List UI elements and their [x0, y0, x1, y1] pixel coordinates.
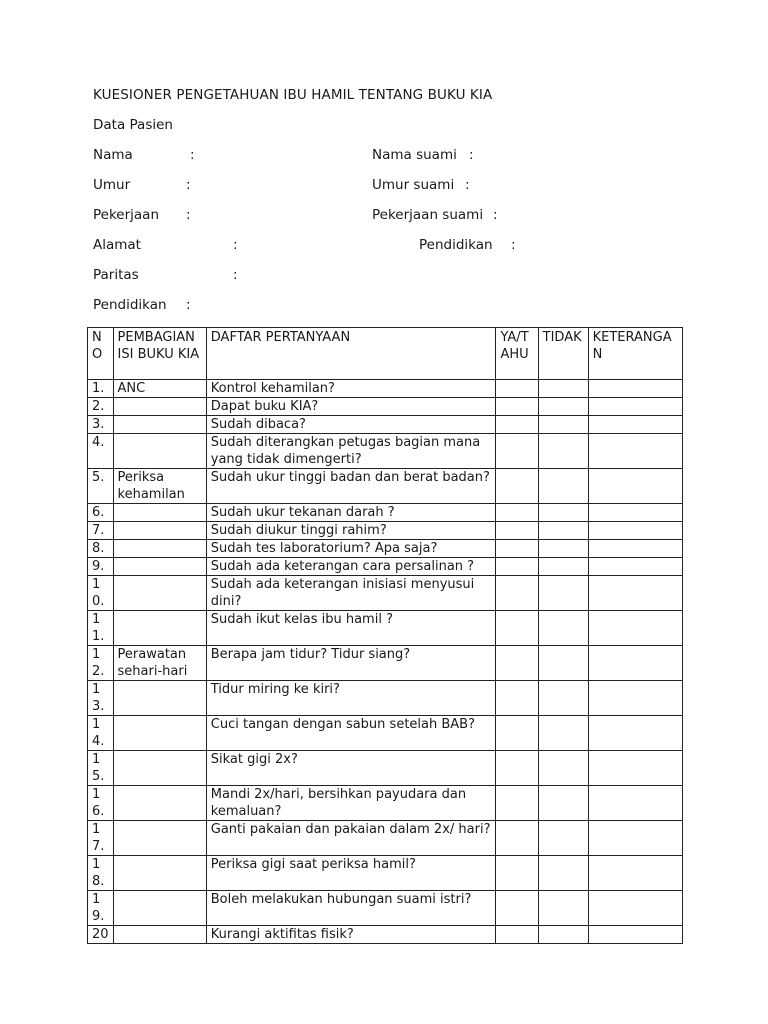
row-answer-ya[interactable]	[496, 856, 538, 891]
row-category	[113, 821, 206, 856]
row-keterangan[interactable]	[588, 611, 682, 646]
row-question: Sudah ada keterangan cara persalinan ?	[206, 558, 496, 576]
row-question: Kontrol kehamilan?	[206, 380, 496, 398]
row-answer-tidak[interactable]	[538, 469, 588, 504]
row-answer-ya[interactable]	[496, 716, 538, 751]
row-keterangan[interactable]	[588, 380, 682, 398]
row-answer-ya[interactable]	[496, 926, 538, 944]
row-answer-tidak[interactable]	[538, 504, 588, 522]
table-row	[88, 856, 683, 891]
row-answer-tidak[interactable]	[538, 576, 588, 611]
row-number: 4.	[88, 434, 114, 469]
row-answer-ya[interactable]	[496, 540, 538, 558]
row-number: 16.	[88, 786, 114, 821]
row-question: Sikat gigi 2x?	[206, 751, 496, 786]
row-answer-ya[interactable]	[496, 398, 538, 416]
row-keterangan[interactable]	[588, 558, 682, 576]
table-row	[88, 926, 683, 944]
table-row	[88, 891, 683, 926]
field-label-umur: Umur	[93, 177, 131, 193]
table-row	[88, 522, 683, 540]
table-row	[88, 576, 683, 611]
row-number: 3.	[88, 416, 114, 434]
row-answer-ya[interactable]	[496, 751, 538, 786]
row-answer-tidak[interactable]	[538, 558, 588, 576]
row-answer-tidak[interactable]	[538, 821, 588, 856]
row-number: 7.	[88, 522, 114, 540]
field-colon-umur-suami: :	[465, 177, 470, 193]
row-number: 12.	[88, 646, 114, 681]
row-category	[113, 540, 206, 558]
row-number: 8.	[88, 540, 114, 558]
row-answer-tidak[interactable]	[538, 434, 588, 469]
row-question: Periksa gigi saat periksa hamil?	[206, 856, 496, 891]
row-category	[113, 786, 206, 821]
row-number: 11.	[88, 611, 114, 646]
row-keterangan[interactable]	[588, 786, 682, 821]
row-category	[113, 576, 206, 611]
row-question: Sudah ikut kelas ibu hamil ?	[206, 611, 496, 646]
row-category	[113, 681, 206, 716]
table-row	[88, 504, 683, 522]
row-question: Kurangi aktifitas fisik?	[206, 926, 496, 944]
table-row	[88, 416, 683, 434]
row-answer-ya[interactable]	[496, 504, 538, 522]
table-row	[88, 646, 683, 681]
row-category	[113, 522, 206, 540]
row-answer-tidak[interactable]	[538, 380, 588, 398]
row-number: 2.	[88, 398, 114, 416]
field-colon-pekerjaan: :	[186, 207, 191, 223]
field-label-pendidikan: Pendidikan	[93, 297, 167, 313]
row-number: 5.	[88, 469, 114, 504]
row-question: Tidur miring ke kiri?	[206, 681, 496, 716]
header-keterangan: KETERANGAN	[588, 328, 682, 380]
row-category	[113, 611, 206, 646]
row-keterangan[interactable]	[588, 398, 682, 416]
header-ya: YA/TAHU	[496, 328, 538, 380]
row-answer-ya[interactable]	[496, 380, 538, 398]
row-keterangan[interactable]	[588, 716, 682, 751]
row-answer-tidak[interactable]	[538, 786, 588, 821]
row-answer-ya[interactable]	[496, 786, 538, 821]
field-colon-nama: :	[190, 147, 195, 163]
field-label-pekerjaan: Pekerjaan	[93, 207, 160, 223]
row-number: 9.	[88, 558, 114, 576]
row-question: Sudah tes laboratorium? Apa saja?	[206, 540, 496, 558]
row-number: 10.	[88, 576, 114, 611]
row-keterangan[interactable]	[588, 646, 682, 681]
table-row	[88, 821, 683, 856]
row-category: Perawatan sehari-hari	[113, 646, 206, 681]
document-title: KUESIONER PENGETAHUAN IBU HAMIL TENTANG BUKU KIA	[93, 87, 493, 103]
row-number: 13.	[88, 681, 114, 716]
row-keterangan[interactable]	[588, 469, 682, 504]
header-tidak: TIDAK	[538, 328, 588, 380]
field-label-pekerjaan-suami: Pekerjaan suami	[372, 207, 484, 223]
row-question: Dapat buku KIA?	[206, 398, 496, 416]
row-keterangan[interactable]	[588, 434, 682, 469]
row-category	[113, 751, 206, 786]
row-keterangan[interactable]	[588, 416, 682, 434]
row-keterangan[interactable]	[588, 681, 682, 716]
row-category	[113, 856, 206, 891]
row-keterangan[interactable]	[588, 504, 682, 522]
row-answer-tidak[interactable]	[538, 716, 588, 751]
row-answer-ya[interactable]	[496, 469, 538, 504]
row-keterangan[interactable]	[588, 576, 682, 611]
table-row	[88, 716, 683, 751]
row-category	[113, 716, 206, 751]
row-answer-ya[interactable]	[496, 681, 538, 716]
row-answer-tidak[interactable]	[538, 856, 588, 891]
row-answer-ya[interactable]	[496, 416, 538, 434]
row-category	[113, 434, 206, 469]
field-label-alamat: Alamat	[93, 237, 141, 253]
row-number: 19.	[88, 891, 114, 926]
field-label-pendidikan-right: Pendidikan	[419, 237, 493, 253]
row-keterangan[interactable]	[588, 856, 682, 891]
table-row	[88, 786, 683, 821]
row-question: Cuci tangan dengan sabun setelah BAB?	[206, 716, 496, 751]
field-colon-alamat: :	[233, 237, 238, 253]
field-colon-umur: :	[186, 177, 191, 193]
row-keterangan[interactable]	[588, 891, 682, 926]
section-label: Data Pasien	[93, 117, 173, 133]
field-colon-pendidikan-right: :	[511, 237, 516, 253]
table-row	[88, 380, 683, 398]
row-answer-ya[interactable]	[496, 821, 538, 856]
row-number: 14.	[88, 716, 114, 751]
row-keterangan[interactable]	[588, 751, 682, 786]
field-colon-paritas: :	[233, 267, 238, 283]
row-category: ANC	[113, 380, 206, 398]
header-no: NO	[88, 328, 114, 380]
table-row	[88, 469, 683, 504]
field-label-nama-suami: Nama suami	[372, 147, 457, 163]
row-answer-ya[interactable]	[496, 611, 538, 646]
row-answer-tidak[interactable]	[538, 681, 588, 716]
row-number: 1.	[88, 380, 114, 398]
row-keterangan[interactable]	[588, 926, 682, 944]
table-row	[88, 751, 683, 786]
row-question: Sudah diukur tinggi rahim?	[206, 522, 496, 540]
row-answer-ya[interactable]	[496, 576, 538, 611]
row-answer-tidak[interactable]	[538, 398, 588, 416]
row-answer-tidak[interactable]	[538, 611, 588, 646]
table-row	[88, 611, 683, 646]
row-number: 20	[88, 926, 114, 944]
row-question: Sudah dibaca?	[206, 416, 496, 434]
table-row	[88, 681, 683, 716]
row-category	[113, 416, 206, 434]
row-question: Berapa jam tidur? Tidur siang?	[206, 646, 496, 681]
header-category: PEMBAGIAN ISI BUKU KIA	[113, 328, 206, 380]
questionnaire-table	[87, 327, 683, 944]
field-label-paritas: Paritas	[93, 267, 139, 283]
row-answer-tidak[interactable]	[538, 416, 588, 434]
row-answer-tidak[interactable]	[538, 540, 588, 558]
row-category: Periksa kehamilan	[113, 469, 206, 504]
table-header-row	[88, 328, 683, 380]
row-category	[113, 891, 206, 926]
row-answer-ya[interactable]	[496, 646, 538, 681]
table-row	[88, 558, 683, 576]
row-question: Sudah ukur tinggi badan dan berat badan?	[206, 469, 496, 504]
row-question: Boleh melakukan hubungan suami istri?	[206, 891, 496, 926]
row-answer-ya[interactable]	[496, 558, 538, 576]
row-question: Sudah ukur tekanan darah ?	[206, 504, 496, 522]
row-category	[113, 504, 206, 522]
field-colon-pendidikan: :	[186, 297, 191, 313]
row-answer-tidak[interactable]	[538, 891, 588, 926]
row-category	[113, 398, 206, 416]
table-row	[88, 540, 683, 558]
header-question: DAFTAR PERTANYAAN	[206, 328, 496, 380]
table-row	[88, 434, 683, 469]
row-question: Ganti pakaian dan pakaian dalam 2x/ hari?	[206, 821, 496, 856]
row-answer-tidak[interactable]	[538, 522, 588, 540]
row-question: Sudah ada keterangan inisiasi menyusui dini?	[206, 576, 496, 611]
row-answer-tidak[interactable]	[538, 926, 588, 944]
row-number: 15.	[88, 751, 114, 786]
row-question: Mandi 2x/hari, bersihkan payudara dan kemaluan?	[206, 786, 496, 821]
field-colon-pekerjaan-suami: :	[493, 207, 498, 223]
row-number: 17.	[88, 821, 114, 856]
field-label-nama: Nama	[93, 147, 133, 163]
row-number: 6.	[88, 504, 114, 522]
row-category	[113, 558, 206, 576]
row-answer-tidak[interactable]	[538, 751, 588, 786]
row-answer-ya[interactable]	[496, 434, 538, 469]
row-answer-ya[interactable]	[496, 522, 538, 540]
row-keterangan[interactable]	[588, 540, 682, 558]
row-answer-ya[interactable]	[496, 891, 538, 926]
field-colon-nama-suami: :	[469, 147, 474, 163]
table-row	[88, 398, 683, 416]
row-category	[113, 926, 206, 944]
row-number: 18.	[88, 856, 114, 891]
field-label-umur-suami: Umur suami	[372, 177, 455, 193]
row-question: Sudah diterangkan petugas bagian mana yang tidak dimengerti?	[206, 434, 496, 469]
row-keterangan[interactable]	[588, 522, 682, 540]
row-keterangan[interactable]	[588, 821, 682, 856]
row-answer-tidak[interactable]	[538, 646, 588, 681]
